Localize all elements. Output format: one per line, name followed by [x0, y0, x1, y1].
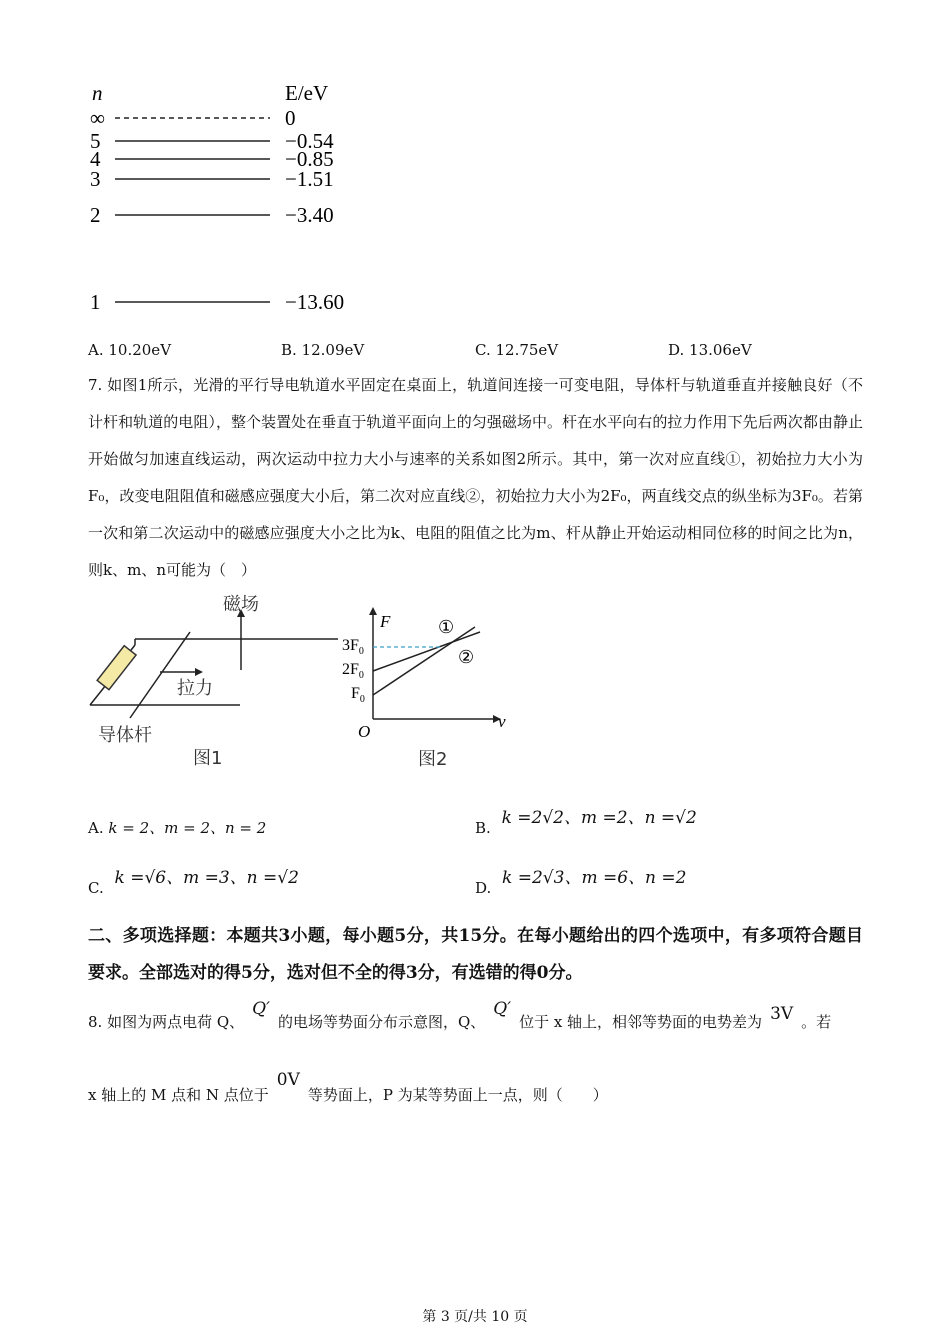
potential-3v: 3V	[770, 1004, 794, 1024]
q6-option-d[interactable]: D. 13.06eV	[668, 341, 752, 359]
q6-option-b[interactable]: B. 12.09eV	[281, 341, 365, 359]
page-footer: 第 3 页/共 10 页	[422, 1309, 528, 1325]
figure-1-rail-diagram	[80, 590, 340, 775]
tick-f0: $F_0$	[351, 685, 365, 705]
figure-2-force-velocity-graph	[330, 605, 530, 775]
x-axis-label: v	[498, 712, 506, 731]
origin-label: O	[358, 722, 371, 741]
q7-question-text: 7. 如图1所示，光滑的平行导电轨道水平固定在桌面上，轨道间连接一可变电阻，导体杆与轨道垂直并接触良好（不计杆和轨道的电阻），整个装置处在垂直于轨道平面向上的匀强磁场中。杆在水平向右的拉力作用下先后两次都由静止开始做匀加速直线运动，两次运动中拉力大小与速率的关系如图2所示。其中，第一次对应直线①，初始拉力大小为F₀，改变电阻阻值和磁感应强度大小后，第二次对应直线②，初始拉力大小为2F₀，两直线交点的纵坐标为3F₀。若第一次和第二次运动中的磁感应强度大小之比为k、电阻的阻值之比为m、杆从静止开始运动相同位移的时间之比为n，则k、m、n可能为（ ）	[88, 376, 863, 579]
line-1-label: ①	[438, 617, 455, 637]
figure-2-caption: 图2	[418, 749, 448, 770]
energy-level-diagram	[80, 75, 380, 320]
q7-option-d-text: k =2√3、m =6、n =2	[502, 868, 687, 888]
energy-level-n-1: 1	[90, 290, 101, 314]
y-axis-label: F	[380, 612, 391, 631]
line-2-label: ②	[458, 647, 475, 667]
energy-level-n-4: 4	[90, 147, 101, 171]
conductor-rod-label: 导体杆	[98, 725, 152, 746]
q7-option-a[interactable]: A. k = 2、m = 2、n = 2	[88, 819, 267, 837]
magnetic-field-label: 磁场	[223, 594, 259, 615]
q8-line-1: 8. 如图为两点电荷 Q、Q′的电场等势面分布示意图，Q、Q′位于 x 轴上，相邻等势面的电势差为 3V 。若	[88, 999, 832, 1031]
energy-level-value-2: −3.40	[285, 203, 334, 227]
q-prime-symbol: Q′	[252, 999, 270, 1019]
variable-resistor	[97, 646, 136, 690]
energy-level-value-4: −0.85	[285, 147, 334, 171]
q8-line-2: x 轴上的 M 点和 N 点位于0V等势面上，P 为某等势面上一点，则（ ）	[88, 1070, 608, 1104]
tick-2f0: $2F_0$	[342, 661, 364, 681]
q7-option-c-text: k =√6、m =3、n =√2	[114, 868, 299, 888]
q7-option-c[interactable]: C. k =√6、m =3、n =√2	[88, 868, 299, 897]
q-prime-symbol-2: Q′	[493, 999, 512, 1019]
section-2-heading: 二、多项选择题：本题共3小题，每小题5分，共15分。在每小题给出的四个选项中，有多项符合题目要求。全部选对的得5分，选对但不全的得3分，有选错的得0分。	[88, 926, 863, 983]
energy-level-value-3: −1.51	[285, 167, 334, 191]
q6-option-c[interactable]: C. 12.75eV	[475, 341, 559, 359]
energy-level-value-∞: 0	[285, 106, 296, 130]
q7-option-b[interactable]: B. k =2√2、m =2、n =√2	[475, 808, 697, 837]
q7-option-d[interactable]: D. k =2√3、m =6、n =2	[475, 868, 687, 897]
energy-axis-label: E/eV	[285, 81, 329, 105]
q7-option-b-text: k =2√2、m =2、n =√2	[501, 808, 697, 828]
pull-force-label: 拉力	[177, 678, 213, 699]
energy-level-value-1: −13.60	[285, 290, 345, 314]
tick-3f0: $3F_0$	[342, 637, 364, 657]
energy-level-n-3: 3	[90, 167, 101, 191]
energy-level-n-5: 5	[90, 129, 101, 153]
figure-1-caption: 图1	[193, 748, 223, 769]
q7-option-a-text: k = 2、m = 2、n = 2	[108, 819, 267, 837]
potential-0v: 0V	[276, 1070, 300, 1090]
energy-level-value-5: −0.54	[285, 129, 334, 153]
q6-option-a[interactable]: A. 10.20eV	[88, 341, 172, 359]
energy-level-n-2: 2	[90, 203, 101, 227]
n-axis-label: n	[92, 81, 103, 105]
energy-level-n-∞: ∞	[90, 106, 105, 130]
